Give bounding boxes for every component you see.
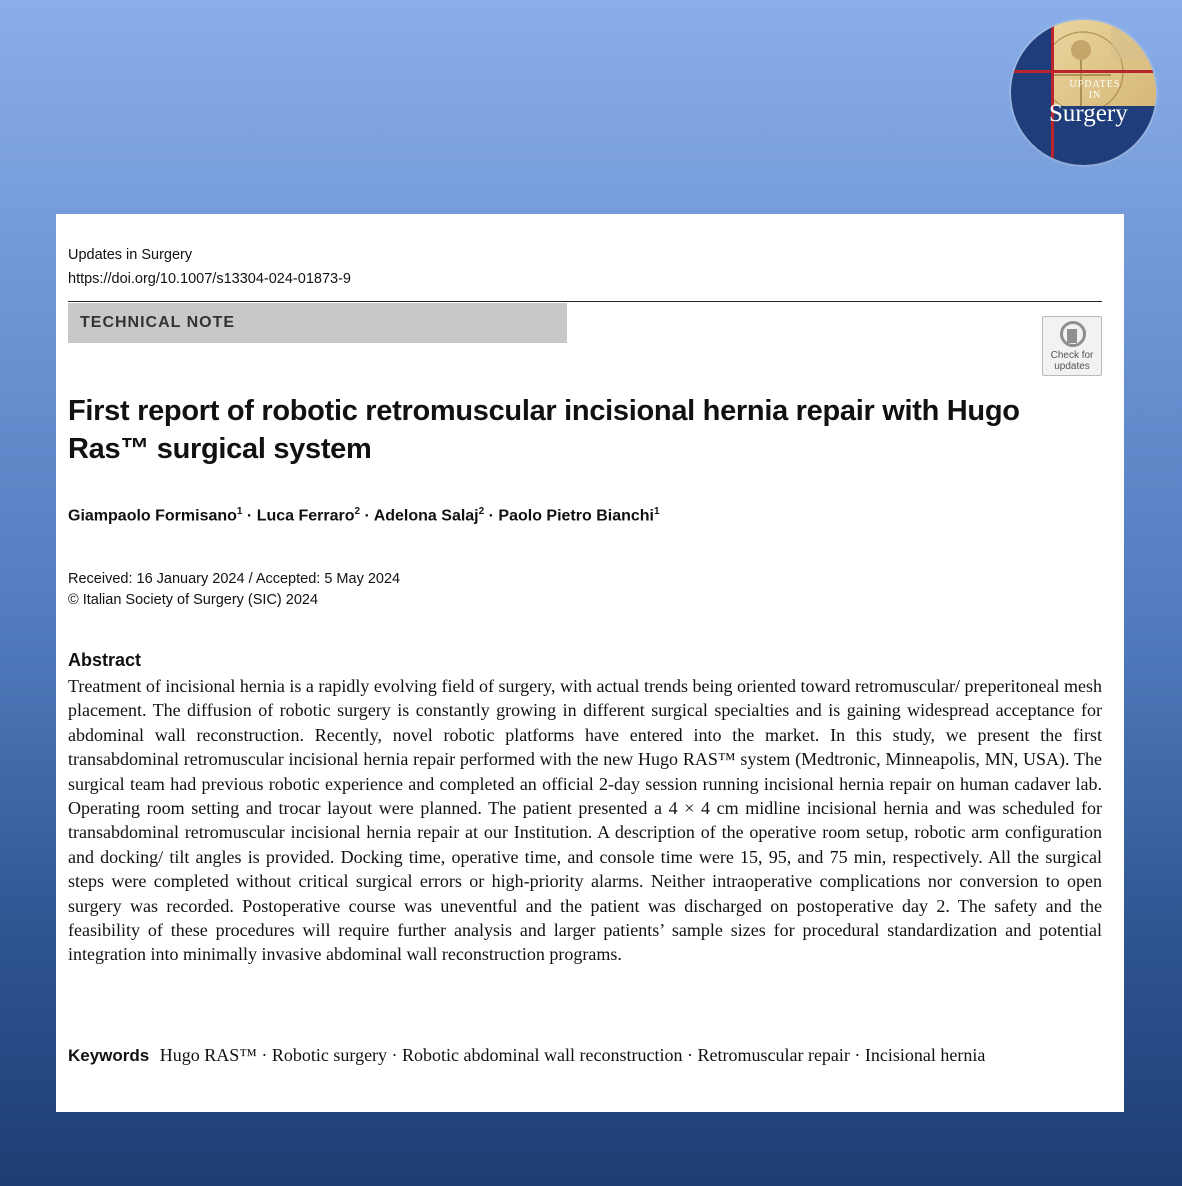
author-name[interactable]: Adelona Salaj bbox=[373, 507, 479, 525]
article-type-bar bbox=[68, 303, 567, 343]
author-separator: · bbox=[484, 507, 499, 525]
author-separator: · bbox=[242, 507, 257, 525]
author-separator: · bbox=[360, 507, 374, 525]
received-accepted-dates: Received: 16 January 2024 / Accepted: 5 May 2024 bbox=[68, 571, 401, 587]
logo-line-updates: UPDATES bbox=[1069, 79, 1121, 90]
paper-page bbox=[56, 214, 1124, 1112]
author-affiliation: 2 bbox=[478, 506, 485, 517]
bookmark-icon bbox=[1067, 329, 1077, 343]
keywords-section bbox=[68, 1042, 1102, 1069]
journal-name: Updates in Surgery bbox=[68, 247, 193, 263]
author-name[interactable]: Giampaolo Formisano bbox=[68, 507, 237, 525]
author-name[interactable]: Luca Ferraro bbox=[256, 507, 355, 525]
logo-line-in: IN bbox=[1088, 90, 1102, 101]
check-updates-line2: updates bbox=[1054, 361, 1090, 372]
doi-link[interactable]: https://doi.org/10.1007/s13304-024-01873-9 bbox=[68, 271, 351, 287]
author-list bbox=[68, 506, 660, 525]
check-updates-line1: Check for bbox=[1050, 350, 1094, 361]
journal-logo bbox=[1011, 20, 1156, 165]
author-affiliation: 2 bbox=[354, 506, 361, 517]
keywords-label: Keywords bbox=[68, 1046, 150, 1065]
author-affiliation: 1 bbox=[236, 506, 243, 517]
article-type-label: TECHNICAL NOTE bbox=[80, 314, 236, 331]
copyright-notice: © Italian Society of Surgery (SIC) 2024 bbox=[68, 592, 319, 608]
keywords-list: Hugo RAS™ · Robotic surgery · Robotic abdominal wall reconstruction · Retromuscular repair · Incisional hernia bbox=[159, 1045, 986, 1065]
author-affiliation: 1 bbox=[654, 506, 660, 517]
header-rule bbox=[68, 301, 1102, 302]
abstract-text: Treatment of incisional hernia is a rapidly evolving field of surgery, with actual trends being oriented toward retromuscular/ preperitoneal mesh placement. The diffusion of robotic surgery is constantly growing in different surgical specialties and is gaining widespread acceptance for abdominal wall reconstruction. Recently, novel robotic platforms have entered into the market. In this study, we present the first transabdominal retromuscular incisional hernia repair performed with the new Hugo RAS™ system (Medtronic, Minneapolis, MN, USA). The surgical team had previous robotic experience and completed an official 2-day session running incisional hernia repair on human cadaver lab. Operating room setting and trocar layout were planned. The patient presented a 4 × 4 cm midline incisional hernia and was scheduled for transabdominal retromuscular incisional hernia repair at our Institution. A description of the operative room setup, robotic arm configuration and docking/ tilt angles is provided. Docking time, operative time, and console time were 15, 95, and 75 min, respectively. All the surgical steps were completed without critical surgical errors or high-priority alarms. Neither intraoperative complications nor conversion to open surgery was recorded. Postoperative course was uneventful and the patient was discharged on postoperative day 2. The safety and the feasibility of these procedures will require further analysis and larger patients’ sample sizes for procedural standardization and potential integration into minimally invasive abdominal wall reconstruction programs. bbox=[68, 676, 1102, 965]
abstract-heading: Abstract bbox=[68, 650, 142, 670]
author-name[interactable]: Paolo Pietro Bianchi bbox=[498, 507, 654, 525]
check-for-updates-button[interactable] bbox=[1042, 316, 1102, 376]
article-title: First report of robotic retromuscular incisional hernia repair with Hugo Ras™ surgical system bbox=[68, 395, 1020, 465]
logo-line-surgery: Surgery bbox=[1049, 100, 1128, 127]
